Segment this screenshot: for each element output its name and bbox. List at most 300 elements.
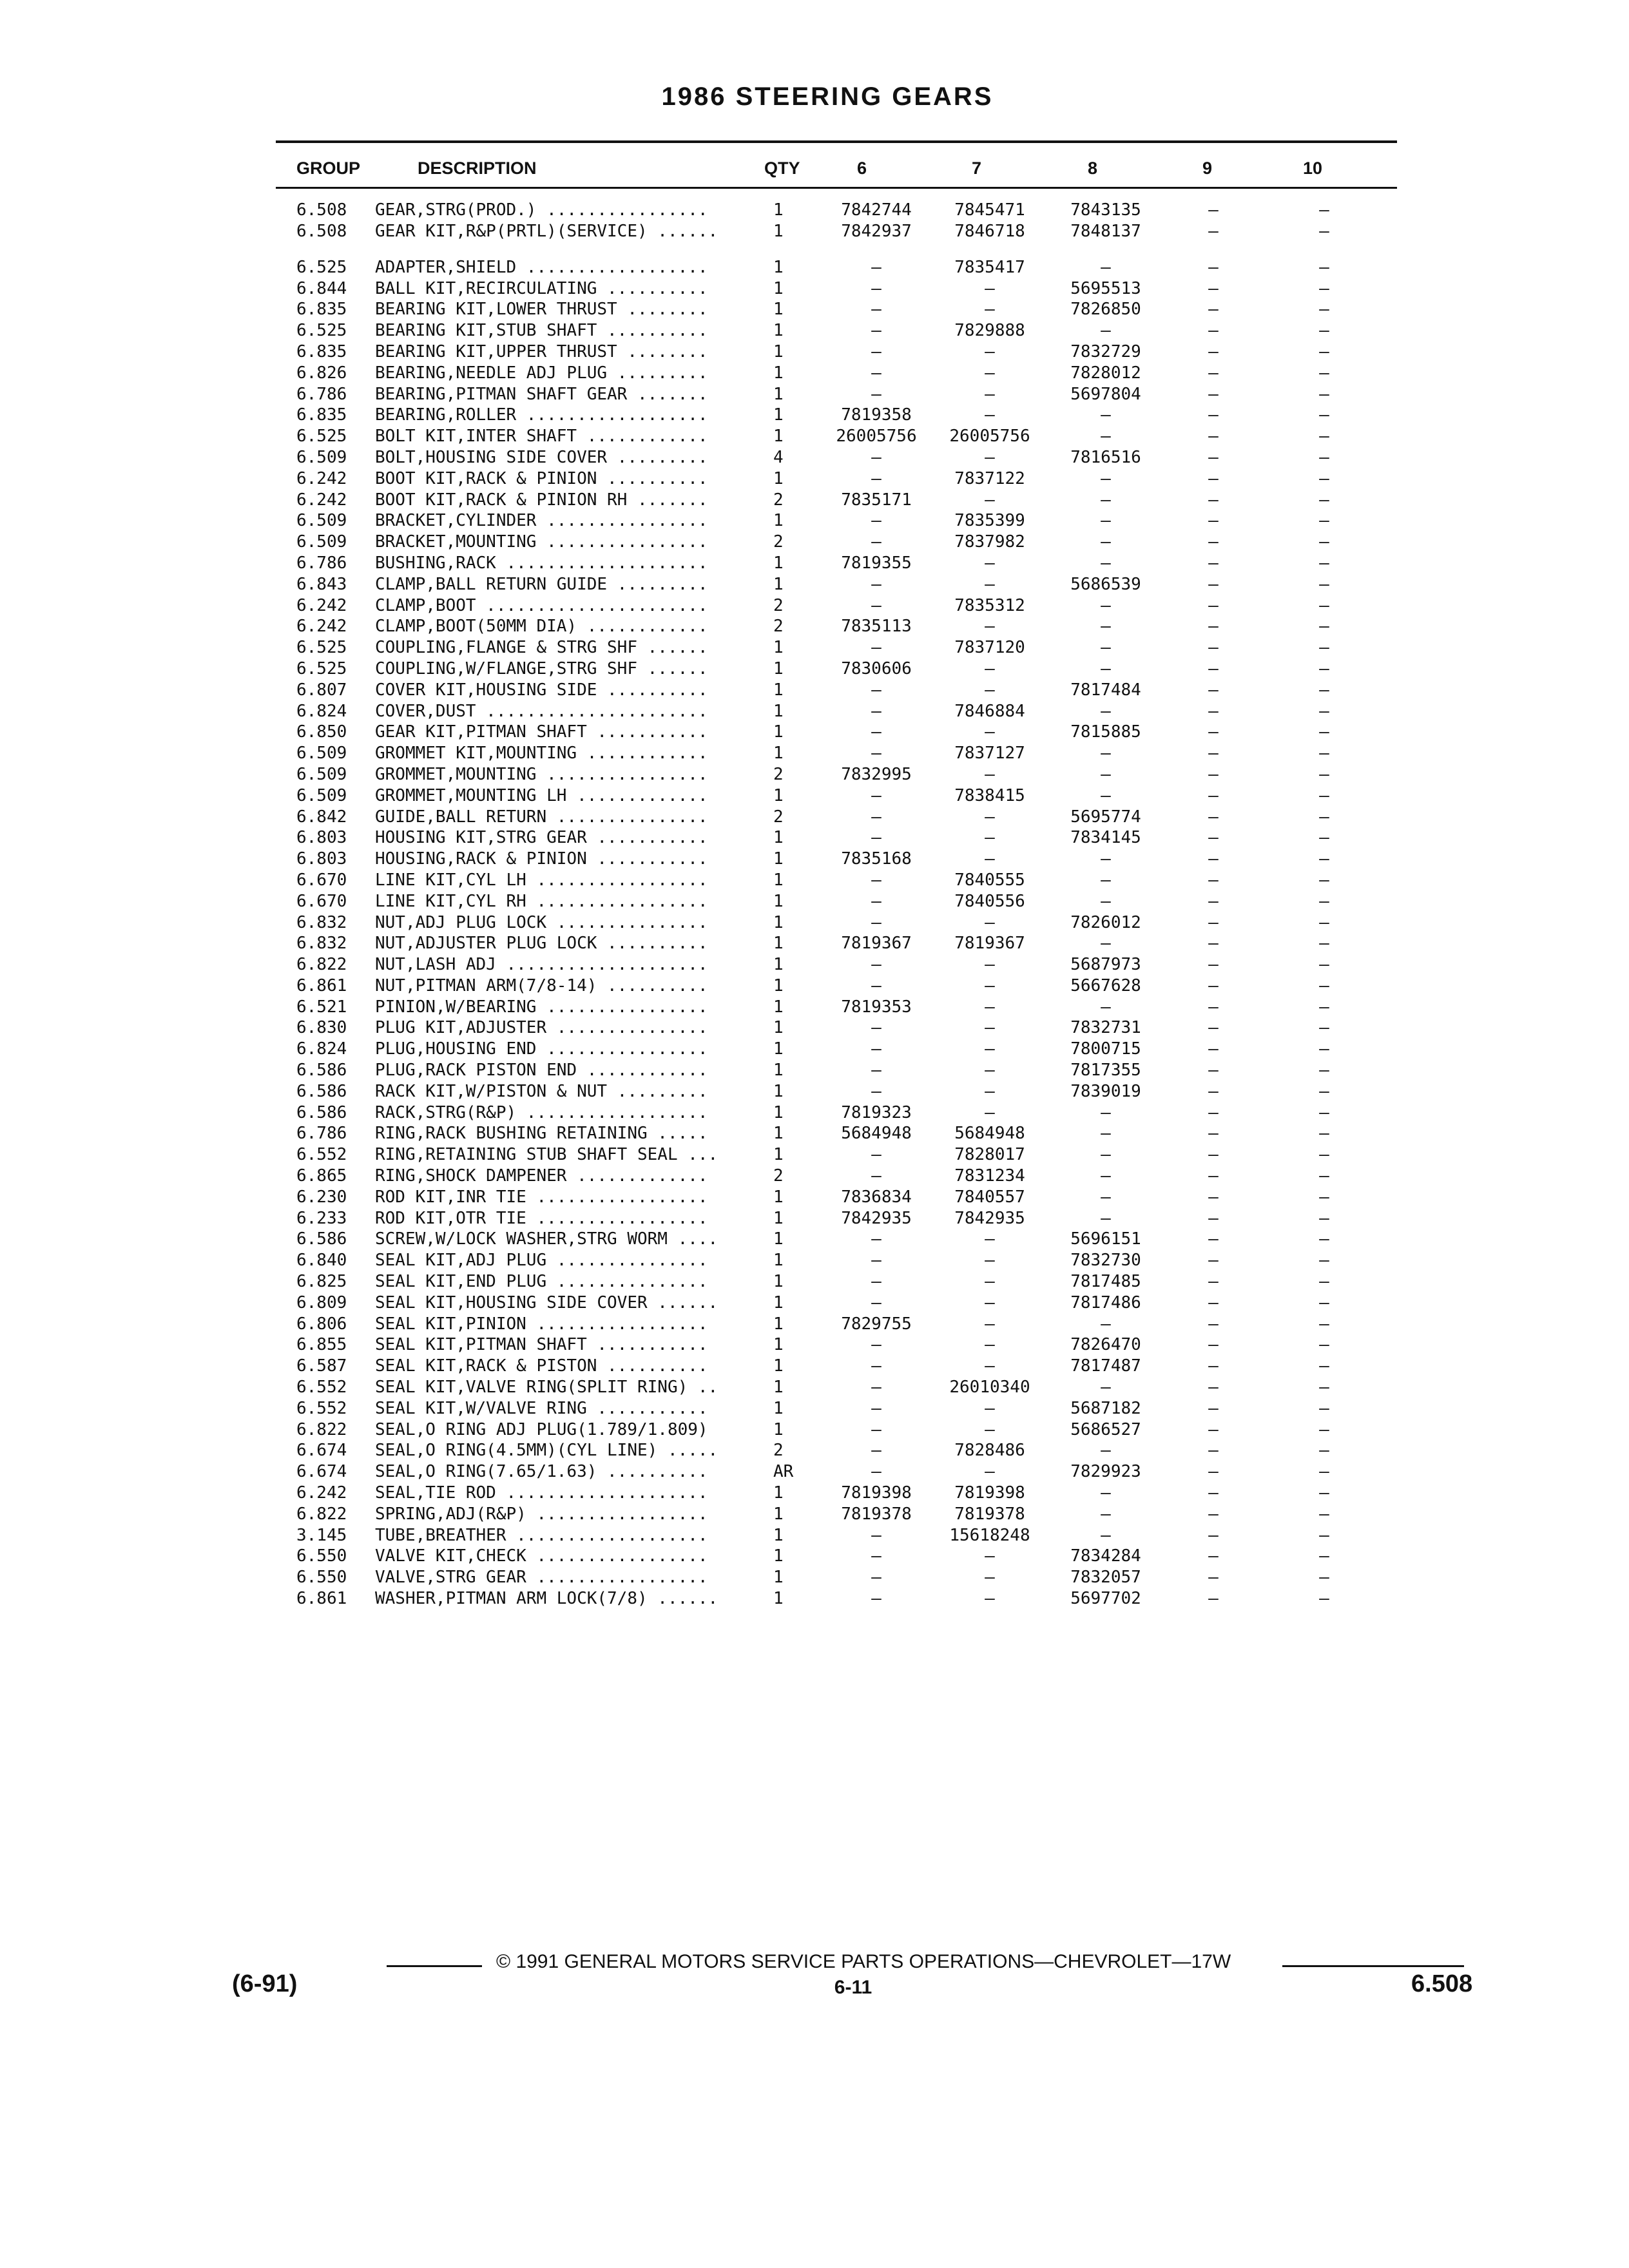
part-col-8-cell: 7832731: [1070, 1018, 1141, 1038]
part-col-8-cell: —: [1101, 1124, 1111, 1144]
part-col-9-cell: —: [1208, 1398, 1219, 1418]
group-cell: 6.835: [296, 341, 347, 361]
part-col-8-cell: —: [1101, 490, 1111, 510]
part-col-6-cell: —: [871, 257, 882, 277]
description-cell: BEARING,NEEDLE ADJ PLUG .........: [375, 363, 708, 383]
description-cell: NUT,LASH ADJ ....................: [375, 955, 708, 975]
part-col-7-cell: —: [985, 278, 995, 298]
description-cell: GROMMET,MOUNTING ................: [375, 764, 708, 784]
group-cell: 6.525: [296, 427, 347, 447]
part-col-10-cell: —: [1319, 363, 1329, 383]
group-cell: 6.509: [296, 764, 347, 784]
part-col-6-cell: —: [871, 363, 882, 383]
part-col-6-cell: 7819353: [841, 997, 912, 1017]
description-cell: BUSHING,RACK ....................: [375, 553, 708, 573]
part-col-10-cell: —: [1319, 1251, 1329, 1271]
part-col-8-cell: —: [1101, 405, 1111, 425]
qty-cell: 1: [773, 1525, 784, 1545]
part-col-7-cell: —: [985, 658, 995, 678]
qty-cell: 1: [773, 1124, 784, 1144]
part-col-6-cell: —: [871, 278, 882, 298]
qty-cell: 1: [773, 257, 784, 277]
group-cell: 6.840: [296, 1251, 347, 1271]
part-col-6-cell: —: [871, 321, 882, 341]
part-col-7-cell: —: [985, 363, 995, 383]
table-row: [0, 891, 1629, 912]
page-number: 6-11: [834, 1977, 872, 1998]
part-col-9-cell: —: [1208, 384, 1219, 404]
header-group: GROUP: [296, 159, 361, 178]
table-row: [0, 1314, 1629, 1335]
part-col-9-cell: —: [1208, 1589, 1219, 1608]
header-col-7: 7: [972, 159, 982, 178]
part-col-7-cell: —: [985, 574, 995, 594]
part-col-10-cell: —: [1319, 200, 1329, 220]
part-col-10-cell: —: [1319, 427, 1329, 447]
group-cell: 6.807: [296, 680, 347, 700]
part-col-7-cell: —: [985, 1039, 995, 1059]
part-col-8-cell: —: [1101, 595, 1111, 615]
description-cell: LINE KIT,CYL RH .................: [375, 891, 708, 911]
description-cell: ADAPTER,SHIELD ..................: [375, 257, 708, 277]
part-col-10-cell: —: [1319, 447, 1329, 467]
table-row: [0, 1208, 1629, 1229]
part-col-8-cell: 7817484: [1070, 680, 1141, 700]
part-col-6-cell: —: [871, 638, 882, 658]
description-cell: GEAR KIT,PITMAN SHAFT ...........: [375, 722, 708, 742]
part-col-6-cell: —: [871, 912, 882, 932]
part-col-8-cell: —: [1101, 427, 1111, 447]
table-row: [0, 912, 1629, 934]
qty-cell: 1: [773, 828, 784, 848]
group-cell: 6.824: [296, 1039, 347, 1059]
part-col-8-cell: 5687973: [1070, 955, 1141, 975]
description-cell: BEARING KIT,STUB SHAFT ..........: [375, 321, 708, 341]
part-col-8-cell: —: [1101, 849, 1111, 869]
description-cell: ROD KIT,OTR TIE .................: [375, 1208, 708, 1228]
qty-cell: 1: [773, 1187, 784, 1207]
part-col-9-cell: —: [1208, 1462, 1219, 1482]
part-col-8-cell: —: [1101, 1102, 1111, 1122]
qty-cell: 1: [773, 1145, 784, 1165]
part-col-9-cell: —: [1208, 1441, 1219, 1461]
description-cell: BOOT KIT,RACK & PINION RH .......: [375, 490, 708, 510]
table-row: [0, 1546, 1629, 1567]
part-col-9-cell: —: [1208, 405, 1219, 425]
description-cell: BRACKET,MOUNTING ................: [375, 532, 708, 552]
description-cell: HOUSING KIT,STRG GEAR ...........: [375, 828, 708, 848]
part-col-10-cell: —: [1319, 1293, 1329, 1312]
part-col-10-cell: —: [1319, 1483, 1329, 1503]
part-col-6-cell: —: [871, 1061, 882, 1081]
part-col-10-cell: —: [1319, 955, 1329, 975]
part-col-8-cell: —: [1101, 1504, 1111, 1524]
part-col-9-cell: —: [1208, 1525, 1219, 1545]
description-cell: COUPLING,FLANGE & STRG SHF ......: [375, 638, 708, 658]
group-cell: 6.803: [296, 849, 347, 869]
qty-cell: 1: [773, 1018, 784, 1038]
group-cell: 6.835: [296, 300, 347, 320]
footer-rule-right: [1282, 1965, 1464, 1967]
part-col-7-cell: 26005756: [949, 427, 1030, 447]
part-col-9-cell: —: [1208, 785, 1219, 805]
group-cell: 6.552: [296, 1398, 347, 1418]
qty-cell: 1: [773, 468, 784, 488]
part-col-7-cell: —: [985, 1335, 995, 1355]
qty-cell: 1: [773, 658, 784, 678]
qty-cell: 1: [773, 363, 784, 383]
table-row: [0, 1271, 1629, 1293]
part-col-9-cell: —: [1208, 955, 1219, 975]
part-col-7-cell: —: [985, 553, 995, 573]
table-header: [0, 159, 1629, 184]
part-col-8-cell: —: [1101, 1378, 1111, 1398]
qty-cell: 1: [773, 1398, 784, 1418]
part-col-9-cell: —: [1208, 1568, 1219, 1588]
table-row: [0, 658, 1629, 680]
part-col-6-cell: 7819398: [841, 1483, 912, 1503]
part-col-8-cell: —: [1101, 257, 1111, 277]
table-row: [0, 1144, 1629, 1166]
part-col-10-cell: —: [1319, 1208, 1329, 1228]
part-col-8-cell: —: [1101, 1208, 1111, 1228]
group-cell: 6.861: [296, 1589, 347, 1608]
description-cell: COUPLING,W/FLANGE,STRG SHF ......: [375, 658, 708, 678]
qty-cell: 1: [773, 405, 784, 425]
part-col-9-cell: —: [1208, 257, 1219, 277]
part-col-7-cell: —: [985, 1102, 995, 1122]
description-cell: GUIDE,BALL RETURN ...............: [375, 807, 708, 827]
group-cell: 6.550: [296, 1546, 347, 1566]
part-col-6-cell: 7819355: [841, 553, 912, 573]
part-col-9-cell: —: [1208, 363, 1219, 383]
table-row: [0, 1419, 1629, 1441]
description-cell: SEAL KIT,ADJ PLUG ...............: [375, 1251, 708, 1271]
description-cell: TUBE,BREATHER ...................: [375, 1525, 708, 1545]
part-col-10-cell: —: [1319, 1166, 1329, 1186]
group-cell: 6.586: [296, 1081, 347, 1101]
part-col-6-cell: —: [871, 785, 882, 805]
part-col-10-cell: —: [1319, 701, 1329, 721]
group-cell: 6.242: [296, 617, 347, 637]
part-col-8-cell: 7817485: [1070, 1272, 1141, 1292]
part-col-8-cell: —: [1101, 1145, 1111, 1165]
part-col-9-cell: —: [1208, 1251, 1219, 1271]
qty-cell: 1: [773, 785, 784, 805]
part-col-10-cell: —: [1319, 511, 1329, 531]
part-col-9-cell: —: [1208, 1335, 1219, 1355]
qty-cell: 1: [773, 1314, 784, 1334]
part-col-8-cell: 7828012: [1070, 363, 1141, 383]
group-cell: 6.806: [296, 1314, 347, 1334]
part-col-9-cell: —: [1208, 1546, 1219, 1566]
description-cell: CLAMP,BOOT ......................: [375, 595, 708, 615]
group-cell: 6.822: [296, 1504, 347, 1524]
table-row: [0, 997, 1629, 1018]
description-cell: WASHER,PITMAN ARM LOCK(7/8) ......: [375, 1589, 718, 1608]
qty-cell: 1: [773, 1483, 784, 1503]
qty-cell: 2: [773, 490, 784, 510]
description-cell: PLUG,HOUSING END ................: [375, 1039, 708, 1059]
description-cell: RING,SHOCK DAMPENER .............: [375, 1166, 708, 1186]
part-col-6-cell: —: [871, 807, 882, 827]
part-col-7-cell: 7828486: [954, 1441, 1025, 1461]
part-col-10-cell: —: [1319, 1419, 1329, 1439]
part-col-6-cell: 7819378: [841, 1504, 912, 1524]
part-col-6-cell: 5684948: [841, 1124, 912, 1144]
group-cell: 6.242: [296, 490, 347, 510]
header-col-10: 10: [1303, 159, 1323, 178]
part-col-9-cell: —: [1208, 447, 1219, 467]
part-col-7-cell: —: [985, 912, 995, 932]
part-col-9-cell: —: [1208, 1166, 1219, 1186]
part-col-8-cell: 7843135: [1070, 200, 1141, 220]
table-row: [0, 1525, 1629, 1546]
part-col-6-cell: 7835113: [841, 617, 912, 637]
qty-cell: 1: [773, 1378, 784, 1398]
part-col-8-cell: 5696151: [1070, 1229, 1141, 1249]
part-col-9-cell: —: [1208, 1229, 1219, 1249]
part-col-6-cell: —: [871, 870, 882, 890]
part-col-7-cell: 7835312: [954, 595, 1025, 615]
qty-cell: 1: [773, 1546, 784, 1566]
qty-cell: 1: [773, 221, 784, 241]
qty-cell: 1: [773, 511, 784, 531]
group-cell: 6.842: [296, 807, 347, 827]
group-cell: 6.865: [296, 1166, 347, 1186]
part-col-9-cell: —: [1208, 1272, 1219, 1292]
group-cell: 6.525: [296, 257, 347, 277]
table-row: [0, 722, 1629, 743]
part-col-6-cell: —: [871, 1525, 882, 1545]
part-col-7-cell: —: [985, 1081, 995, 1101]
part-col-6-cell: 7835168: [841, 849, 912, 869]
part-col-7-cell: —: [985, 1229, 995, 1249]
part-col-6-cell: —: [871, 1018, 882, 1038]
table-row: [0, 384, 1629, 405]
part-col-9-cell: —: [1208, 828, 1219, 848]
part-col-8-cell: —: [1101, 1187, 1111, 1207]
part-col-8-cell: —: [1101, 1314, 1111, 1334]
part-col-7-cell: —: [985, 1061, 995, 1081]
group-cell: 6.587: [296, 1356, 347, 1376]
part-col-7-cell: —: [985, 447, 995, 467]
part-col-7-cell: —: [985, 1419, 995, 1439]
part-col-10-cell: —: [1319, 744, 1329, 764]
description-cell: SCREW,W/LOCK WASHER,STRG WORM ....: [375, 1229, 718, 1249]
description-cell: SPRING,ADJ(R&P) .................: [375, 1504, 708, 1524]
part-col-8-cell: —: [1101, 468, 1111, 488]
part-col-9-cell: —: [1208, 744, 1219, 764]
part-col-10-cell: —: [1319, 680, 1329, 700]
qty-cell: 2: [773, 617, 784, 637]
part-col-6-cell: —: [871, 1441, 882, 1461]
part-col-7-cell: —: [985, 300, 995, 320]
part-col-10-cell: —: [1319, 1335, 1329, 1355]
qty-cell: 1: [773, 1504, 784, 1524]
part-col-8-cell: —: [1101, 744, 1111, 764]
part-col-7-cell: 7828017: [954, 1145, 1025, 1165]
part-col-6-cell: —: [871, 975, 882, 995]
part-col-6-cell: 7842744: [841, 200, 912, 220]
part-col-7-cell: 7838415: [954, 785, 1025, 805]
group-cell: 6.825: [296, 1272, 347, 1292]
description-cell: SEAL KIT,PINION .................: [375, 1314, 708, 1334]
qty-cell: 1: [773, 975, 784, 995]
part-col-10-cell: —: [1319, 1039, 1329, 1059]
part-col-10-cell: —: [1319, 617, 1329, 637]
part-col-8-cell: 7817486: [1070, 1293, 1141, 1312]
part-col-10-cell: —: [1319, 1061, 1329, 1081]
part-col-9-cell: —: [1208, 701, 1219, 721]
part-col-7-cell: —: [985, 849, 995, 869]
table-row: [0, 870, 1629, 891]
part-col-9-cell: —: [1208, 1208, 1219, 1228]
group-cell: 6.844: [296, 278, 347, 298]
part-col-7-cell: 7845471: [954, 200, 1025, 220]
part-col-10-cell: —: [1319, 341, 1329, 361]
part-col-6-cell: —: [871, 1229, 882, 1249]
table-row: [0, 616, 1629, 637]
description-cell: LINE KIT,CYL LH .................: [375, 870, 708, 890]
group-cell: 6.670: [296, 891, 347, 911]
part-col-10-cell: —: [1319, 785, 1329, 805]
part-col-10-cell: —: [1319, 638, 1329, 658]
part-col-10-cell: —: [1319, 1102, 1329, 1122]
table-row: [0, 785, 1629, 807]
part-col-6-cell: 7819323: [841, 1102, 912, 1122]
part-col-6-cell: —: [871, 384, 882, 404]
part-col-8-cell: 5686527: [1070, 1419, 1141, 1439]
part-col-10-cell: —: [1319, 870, 1329, 890]
group-cell: 6.835: [296, 405, 347, 425]
part-col-7-cell: 7840555: [954, 870, 1025, 890]
description-cell: SEAL KIT,RACK & PISTON ..........: [375, 1356, 708, 1376]
part-col-8-cell: 5697702: [1070, 1589, 1141, 1608]
description-cell: CLAMP,BALL RETURN GUIDE .........: [375, 574, 708, 594]
qty-cell: 1: [773, 1039, 784, 1059]
part-col-6-cell: —: [871, 722, 882, 742]
group-cell: 6.509: [296, 532, 347, 552]
part-col-9-cell: —: [1208, 1102, 1219, 1122]
part-col-7-cell: —: [985, 384, 995, 404]
qty-cell: 1: [773, 1081, 784, 1101]
part-col-8-cell: —: [1101, 934, 1111, 954]
part-col-7-cell: 7835399: [954, 511, 1025, 531]
part-col-9-cell: —: [1208, 1378, 1219, 1398]
table-row: [0, 221, 1629, 257]
qty-cell: 2: [773, 595, 784, 615]
part-col-10-cell: —: [1319, 658, 1329, 678]
part-col-6-cell: 26005756: [836, 427, 917, 447]
part-col-9-cell: —: [1208, 975, 1219, 995]
part-col-9-cell: —: [1208, 658, 1219, 678]
page-title: 1986 STEERING GEARS: [661, 82, 994, 111]
qty-cell: 1: [773, 997, 784, 1017]
table-row: [0, 257, 1629, 278]
description-cell: RING,RACK BUSHING RETAINING .....: [375, 1124, 708, 1144]
part-col-6-cell: —: [871, 1568, 882, 1588]
group-cell: 6.509: [296, 744, 347, 764]
group-cell: 3.145: [296, 1525, 347, 1545]
part-col-6-cell: —: [871, 1356, 882, 1376]
part-col-7-cell: —: [985, 341, 995, 361]
part-col-6-cell: —: [871, 1039, 882, 1059]
part-col-8-cell: —: [1101, 658, 1111, 678]
part-col-10-cell: —: [1319, 553, 1329, 573]
table-row: [0, 574, 1629, 595]
group-cell: 6.242: [296, 595, 347, 615]
part-col-6-cell: —: [871, 341, 882, 361]
qty-cell: 1: [773, 1229, 784, 1249]
table-row: [0, 975, 1629, 997]
part-col-7-cell: —: [985, 617, 995, 637]
table-row: [0, 849, 1629, 870]
description-cell: BALL KIT,RECIRCULATING ..........: [375, 278, 708, 298]
qty-cell: 1: [773, 427, 784, 447]
qty-cell: 1: [773, 638, 784, 658]
qty-cell: 1: [773, 300, 784, 320]
part-col-6-cell: —: [871, 1378, 882, 1398]
group-cell: 6.242: [296, 468, 347, 488]
group-cell: 6.525: [296, 658, 347, 678]
part-col-8-cell: 7848137: [1070, 221, 1141, 241]
qty-cell: 1: [773, 1356, 784, 1376]
table-row: [0, 1081, 1629, 1102]
description-cell: GROMMET,MOUNTING LH .............: [375, 785, 708, 805]
part-col-10-cell: —: [1319, 1081, 1329, 1101]
description-cell: BEARING,ROLLER ..................: [375, 405, 708, 425]
part-col-9-cell: —: [1208, 468, 1219, 488]
group-cell: 6.509: [296, 785, 347, 805]
group-cell: 6.786: [296, 384, 347, 404]
part-col-10-cell: —: [1319, 221, 1329, 241]
part-col-8-cell: 5667628: [1070, 975, 1141, 995]
group-cell: 6.809: [296, 1293, 347, 1312]
group-cell: 6.508: [296, 221, 347, 241]
table-row: [0, 1567, 1629, 1588]
part-col-7-cell: 7842935: [954, 1208, 1025, 1228]
part-col-7-cell: 7837120: [954, 638, 1025, 658]
group-cell: 6.521: [296, 997, 347, 1017]
part-col-8-cell: 7839019: [1070, 1081, 1141, 1101]
part-col-9-cell: —: [1208, 1081, 1219, 1101]
part-col-9-cell: —: [1208, 617, 1219, 637]
part-col-9-cell: —: [1208, 595, 1219, 615]
description-cell: BEARING KIT,LOWER THRUST ........: [375, 300, 708, 320]
part-col-10-cell: —: [1319, 1145, 1329, 1165]
part-col-7-cell: 7819398: [954, 1483, 1025, 1503]
table-row: [0, 532, 1629, 553]
footer-rule-left: [387, 1965, 482, 1967]
part-col-9-cell: —: [1208, 849, 1219, 869]
part-col-9-cell: —: [1208, 532, 1219, 552]
qty-cell: 1: [773, 701, 784, 721]
part-col-8-cell: 7834145: [1070, 828, 1141, 848]
group-cell: 6.509: [296, 511, 347, 531]
qty-cell: 1: [773, 1589, 784, 1608]
qty-cell: AR: [773, 1462, 794, 1482]
part-col-6-cell: —: [871, 828, 882, 848]
table-row: [0, 426, 1629, 447]
part-col-7-cell: 7831234: [954, 1166, 1025, 1186]
part-col-7-cell: 7837127: [954, 744, 1025, 764]
part-col-10-cell: —: [1319, 490, 1329, 510]
group-cell: 6.850: [296, 722, 347, 742]
part-col-9-cell: —: [1208, 1314, 1219, 1334]
part-col-9-cell: —: [1208, 1061, 1219, 1081]
table-row: [0, 1250, 1629, 1271]
